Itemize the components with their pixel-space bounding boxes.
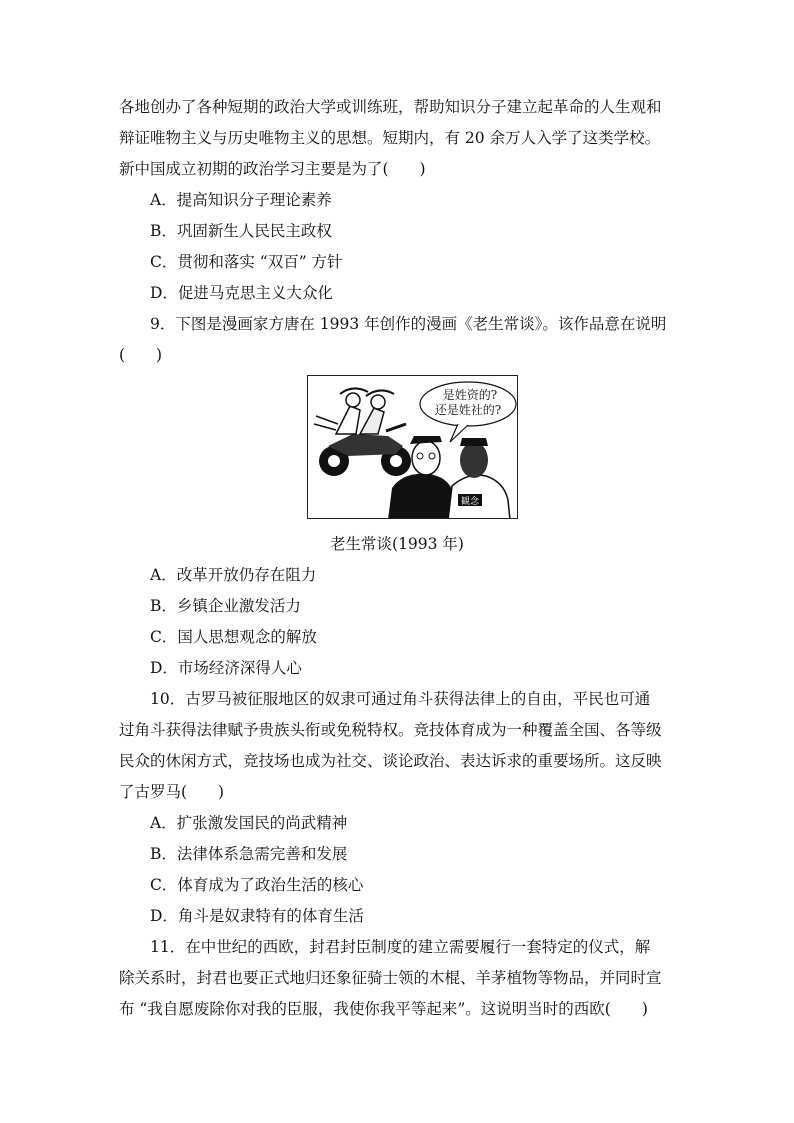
- q10-stem-line-4: 了古罗马( ): [119, 783, 225, 801]
- q10-option-b[interactable]: B．法律体系急需完善和发展: [150, 845, 348, 863]
- rider-1: [336, 406, 360, 434]
- cartoon-caption: 老生常谈(1993 年): [330, 535, 464, 553]
- q8-option-b[interactable]: B．巩固新生人民民主政权: [150, 222, 332, 240]
- q11-stem-line-3: 布 “我自愿废除你对我的臣服，我使你我平等起来”。这说明当时的西欧( ): [119, 1000, 648, 1018]
- q10-stem-line-1: 10．古罗马被征服地区的奴隶可通过角斗获得法律上的自由，平民也可通: [150, 690, 651, 708]
- cartoon-drawing: [308, 376, 518, 519]
- q8-stem-line-3: 新中国成立初期的政治学习主要是为了( ): [119, 160, 426, 178]
- q8-option-d[interactable]: D．促进马克思主义大众化: [150, 284, 333, 302]
- badge-text: 観念: [460, 497, 480, 507]
- cartoon-image: [307, 375, 518, 519]
- rider-2: [360, 408, 384, 434]
- q10-option-d[interactable]: D．角斗是奴隶特有的体育生活: [150, 907, 364, 925]
- old-man-left-head: [412, 441, 440, 475]
- q9-option-d[interactable]: D．市场经济深得人心: [150, 659, 302, 677]
- q10-stem-line-3: 民众的休闲方式，竞技场也成为社交、谈论政治、表达诉求的重要场所。这反映: [119, 752, 662, 770]
- bubble-text-line-2: 还是姓社的?: [434, 403, 502, 417]
- q8-option-c[interactable]: C．贯彻和落实 “双百” 方针: [150, 253, 343, 271]
- q10-option-a[interactable]: A．扩张激发国民的尚武精神: [150, 814, 348, 832]
- q11-stem-line-2: 除关系时，封君也要正式地归还象征骑士领的木棍、羊茅植物等物品，并同时宣: [119, 969, 662, 987]
- bubble-text-line-1: 是姓资的?: [442, 388, 498, 402]
- q8-stem-line-1: 各地创办了各种短期的政治大学或训练班，帮助知识分子建立起革命的人生观和: [119, 98, 662, 116]
- q11-stem-line-1: 11．在中世纪的西欧，封君封臣制度的建立需要履行一套特定的仪式，解: [150, 938, 651, 956]
- q9-stem-line-2: ( ): [119, 346, 163, 364]
- old-man-left-body: [388, 474, 458, 519]
- q8-option-a[interactable]: A．提高知识分子理论素养: [150, 191, 332, 209]
- q9-option-a[interactable]: A．改革开放仍存在阻力: [150, 566, 317, 584]
- q9-stem-line-1: 9．下图是漫画家方唐在 1993 年创作的漫画《老生常谈》。该作品意在说明: [150, 315, 667, 333]
- q8-stem-line-2: 辩证唯物主义与历史唯物主义的思想。短期内，有 20 余万人入学了这类学校。: [119, 129, 661, 147]
- old-man-right-head: [460, 442, 488, 478]
- q9-option-c[interactable]: C．国人思想观念的解放: [150, 628, 317, 646]
- q10-option-c[interactable]: C．体育成为了政治生活的核心: [150, 876, 364, 894]
- q9-option-b[interactable]: B．乡镇企业激发活力: [150, 597, 301, 615]
- q10-stem-line-2: 过角斗获得法律赋予贵族头衔或免税特权。竞技体育成为一种覆盖全国、各等级: [119, 721, 662, 739]
